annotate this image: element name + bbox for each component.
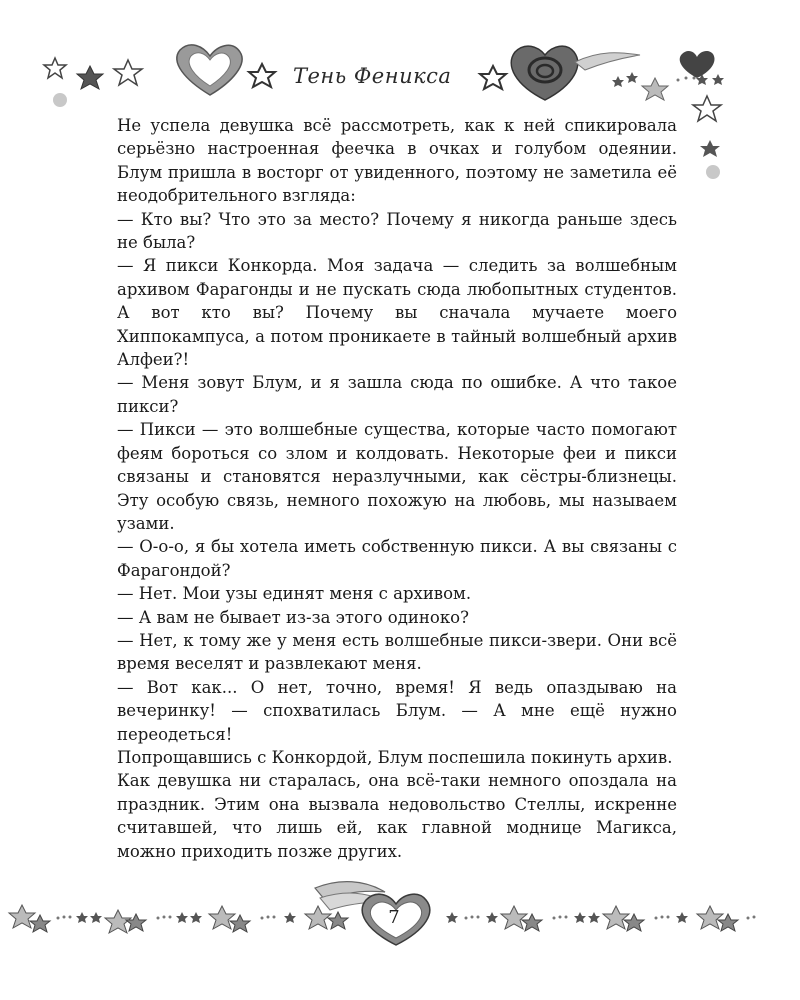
dot-decoration	[53, 93, 67, 107]
star-outline-icon	[114, 60, 142, 85]
star-filled-icon	[77, 66, 103, 89]
sparkle-trail-decoration	[446, 906, 756, 931]
paragraph: — Вот как... О нет, точно, время! Я ведь опаздываю на вечеринку! — спохватилась Блум. — А мне ещё нужно переодеться!	[117, 677, 677, 744]
paragraph: Попрощавшись с Конкордой, Блум поспешила покинуть архив.	[117, 747, 673, 767]
heart-icon	[177, 45, 242, 95]
star-outline-icon	[693, 96, 721, 121]
paragraph: — Нет, к тому же у меня есть волшебные пикси-звери. Они всё время веселят и развлекают меня.	[117, 630, 677, 674]
winged-heart-icon	[315, 882, 430, 945]
sparkle-trail-decoration	[9, 905, 348, 933]
paragraph: — Я пикси Конкорда. Моя задача — следить за волшебным архивом Фарагонды и не пускать сюда любопытных студентов. А вот кто вы? Почему вы сначала мучаете моего Хиппокампуса, а потом проникаете в тайный волшебный архив Алфеи?!	[117, 256, 677, 370]
page-body-text	[117, 114, 677, 863]
running-header-title: Тень Феникса	[293, 64, 452, 88]
paragraph: — Пикси — это волшебные существа, которые часто помогают феям бороться со злом и колдовать. Некоторые феи и пикси связаны и становятся неразлучными, как сёстры-близнецы. Эту особую связь, немного похожую на любовь, мы называем узами.	[117, 420, 677, 533]
paragraph: — А вам не бывает из-за этого одиноко?	[117, 607, 469, 627]
paragraph: — Нет. Мои узы единят меня с архивом.	[117, 584, 472, 604]
star-outline-icon	[44, 58, 66, 78]
heart-icon	[680, 51, 715, 78]
paragraph: — Меня зовут Блум, и я зашла сюда по ошибке. А что такое пикси?	[117, 373, 677, 416]
star-filled-icon	[249, 64, 275, 87]
paragraph: Не успела девушка всё рассмотреть, как к ней спикировала серьёзно настроенная феечка в очках и голубом одеянии. Блум пришла в восторг от увиденного, поэтому не заметила её неодобрительного взгляда:	[117, 116, 677, 206]
paragraph: — О-о-о, я бы хотела иметь собственную пикси. А вы связаны с Фарагондой?	[117, 537, 677, 580]
paragraph: Как девушка ни старалась, она всё-таки немного опоздала на праздник. Этим она вызвала недовольство Стеллы, искренне считавшей, что лишь ей, как главной моднице Магикса, можно приходить позже других.	[117, 771, 677, 861]
star-filled-icon	[700, 140, 720, 157]
dot-decoration	[706, 165, 720, 179]
star-outline-icon	[480, 66, 506, 89]
paragraph: — Кто вы? Что это за место? Почему я никогда раньше здесь не была?	[117, 209, 677, 253]
spiral-heart-icon	[511, 46, 640, 100]
page-number: 7	[388, 907, 400, 928]
